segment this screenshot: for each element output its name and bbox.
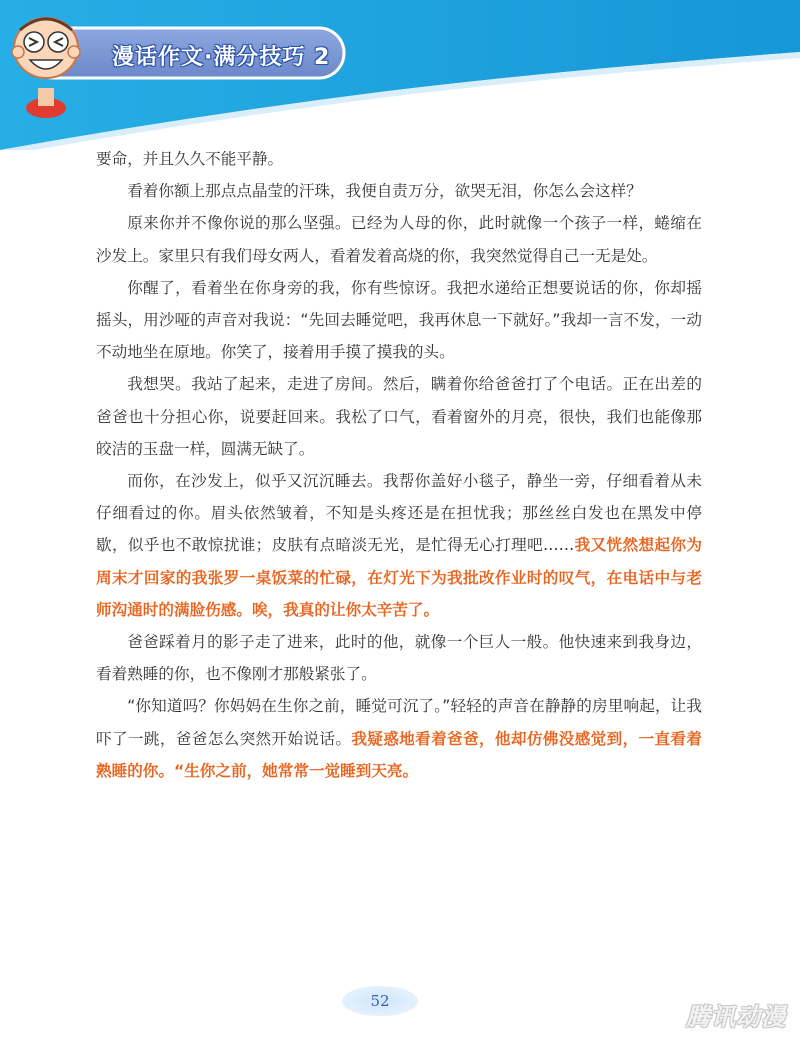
paragraph xyxy=(96,690,702,787)
highlighted-text: 我疑惑地看着爸爸，他却仿佛没感觉到，一直看着熟睡的你。“生你之前，她常常一觉睡到天亮。 xyxy=(96,729,702,780)
body-text: 我想哭。我站了起来，走进了房间。然后，瞒着你给爸爸打了个电话。正在出差的爸爸也十分担心你，说要赶回来。我松了口气，看着窗外的月亮，很快，我们也能像那皎洁的玉盘一样，圆满无缺了。 xyxy=(96,375,702,458)
page-number-badge xyxy=(340,984,420,1018)
article-body xyxy=(96,143,702,787)
body-text: 原来你并不像你说的那么坚强。已经为人母的你，此时就像一个孩子一样，蜷缩在沙发上。家里只有我们母女两人，看着发着高烧的你，我突然觉得自己一无是处。 xyxy=(96,214,702,265)
paragraph xyxy=(96,465,702,626)
paragraph xyxy=(96,143,702,175)
body-text: 爸爸踩着月的影子走了进来，此时的他，就像一个巨人一般。他快速来到我身边，看着熟睡的你，也不像刚才那般紧张了。 xyxy=(96,633,702,684)
series-title: 漫话作文·满分技巧 2 xyxy=(112,45,331,70)
paragraph xyxy=(96,368,702,465)
paragraph xyxy=(96,207,702,271)
page-header xyxy=(0,0,800,150)
body-text: 你醒了，看着坐在你身旁的我，你有些惊讶。我把水递给正想要说话的你，你却摇摇头，用沙哑的声音对我说：“先回去睡觉吧，我再休息一下就好。”我却一言不发，一动不动地坐在原地。你笑了，接着用手摸了摸我的头。 xyxy=(96,278,702,362)
watermark: 腾讯动漫 xyxy=(686,1003,786,1031)
paragraph xyxy=(96,626,702,690)
body-text: 而你，在沙发上，似乎又沉沉睡去。我帮你盖好小毯子，静坐一旁，仔细看着从未仔细看过的你。眉头依然皱着，不知是头疼还是在担忧我；那丝丝白发也在黑发中停歇，似乎也不敢惊扰谁；皮肤有点暗淡无光，是忙得无心打理吧…… xyxy=(96,472,702,555)
body-text: “你知道吗？你妈妈在生你之前，睡觉可沉了。”轻轻的声音在静静的房里响起，让我吓了一跳，爸爸怎么突然开始说话。 xyxy=(96,697,702,748)
highlighted-text: 我又恍然想起你为周末才回家的我张罗一桌饭菜的忙碌，在灯光下为我批改作业时的叹气，在电话中与老师沟通时的满脸伤感。唉，我真的让你太辛苦了。 xyxy=(96,536,702,619)
body-text: 看着你额上那点点晶莹的汗珠，我便自责万分，欲哭无泪，你怎么会这样？ xyxy=(127,182,642,201)
page-number: 52 xyxy=(370,992,390,1010)
paragraph xyxy=(96,272,702,369)
body-text: 要命，并且久久不能平静。 xyxy=(96,150,284,168)
paragraph xyxy=(96,175,702,207)
header-background xyxy=(0,0,800,150)
